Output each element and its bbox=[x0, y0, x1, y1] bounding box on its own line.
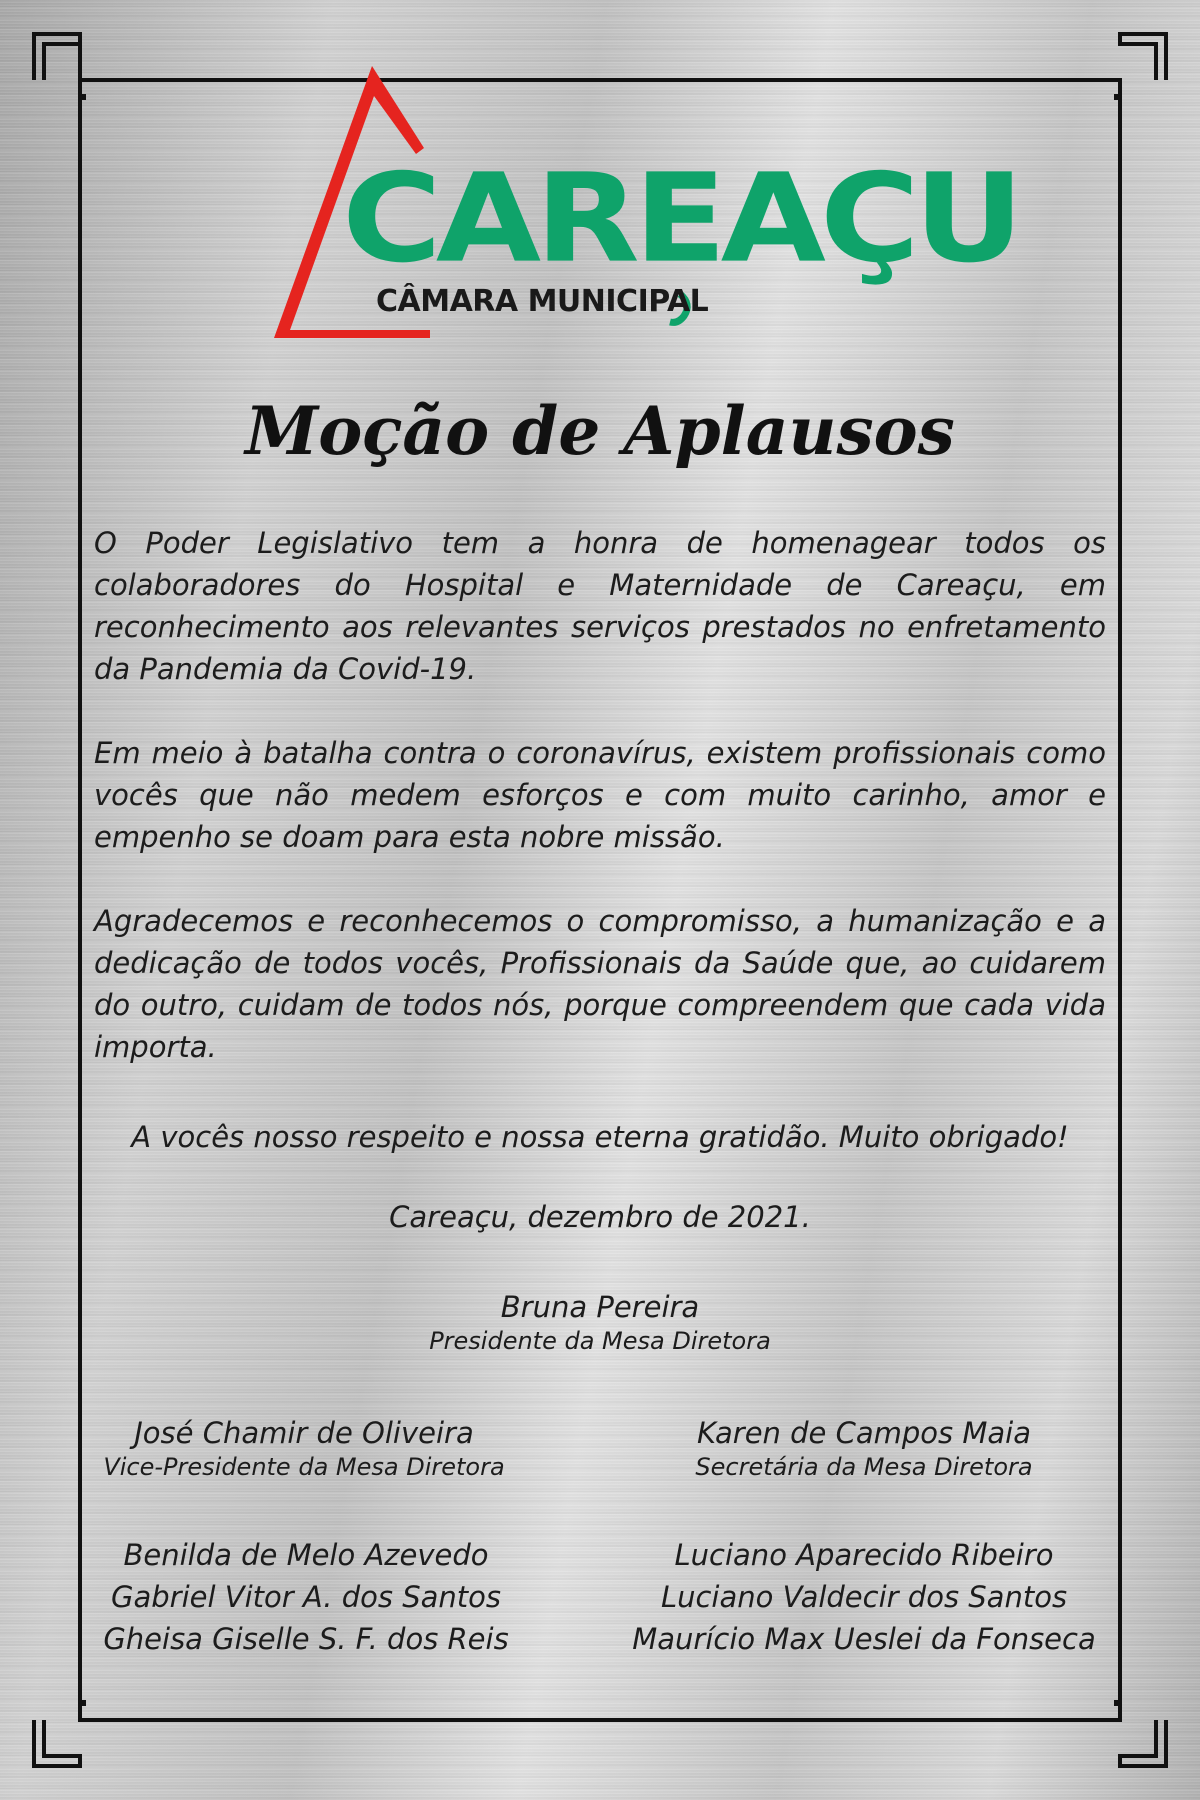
paragraph: Agradecemos e reconhecemos o compromisso, a humanização e a dedicação de todos vocês, Profissionais da Saúde que, ao cuidarem do outro, cuidam de todos nós, porque compreendem que cada vida importa. bbox=[94, 904, 1106, 1064]
camara-careacu-logo bbox=[268, 62, 1019, 352]
logo-subtitle: CÂMARA MUNICIPAL bbox=[376, 284, 709, 319]
signature-vice-president bbox=[34, 1414, 574, 1482]
signature-president bbox=[300, 1288, 900, 1356]
date-line: Careaçu, dezembro de 2021. bbox=[389, 1200, 811, 1234]
page-title: Moção de Aplausos bbox=[245, 392, 955, 470]
logo-brand-text: CAREAÇU bbox=[342, 148, 1019, 291]
signature-secretary bbox=[594, 1414, 1134, 1482]
council-member: Luciano Valdecir dos Santos bbox=[660, 1580, 1068, 1614]
signer-name: José Chamir de Oliveira bbox=[134, 1416, 474, 1450]
council-member: Maurício Max Ueslei da Fonseca bbox=[632, 1622, 1096, 1656]
paragraph: Em meio à batalha contra o coronavírus, existem profissionais como vocês que não medem esforços e com muito carinho, amor e empenho se doam para esta nobre missão. bbox=[94, 736, 1106, 854]
council-members-right bbox=[594, 1534, 1134, 1660]
closing-line: A vocês nosso respeito e nossa eterna gratidão. Muito obrigado! bbox=[131, 1120, 1069, 1154]
signer-role: Secretária da Mesa Diretora bbox=[695, 1453, 1033, 1481]
signer-role: Vice-Presidente da Mesa Diretora bbox=[103, 1453, 505, 1481]
paragraph: O Poder Legislativo tem a honra de homenagear todos os colaboradores do Hospital e Maternidade de Careaçu, em reconhecimento aos relevantes serviços prestados no enfretamento da Pandemia da Covid-19. bbox=[94, 526, 1106, 686]
signer-name: Karen de Campos Maia bbox=[697, 1416, 1031, 1450]
council-member: Luciano Aparecido Ribeiro bbox=[674, 1538, 1054, 1572]
council-member: Gheisa Giselle S. F. dos Reis bbox=[103, 1622, 509, 1656]
council-member: Benilda de Melo Azevedo bbox=[123, 1538, 489, 1572]
signer-name: Bruna Pereira bbox=[500, 1290, 700, 1324]
signer-role: Presidente da Mesa Diretora bbox=[429, 1327, 771, 1355]
motion-body bbox=[94, 522, 1106, 1110]
council-members-left bbox=[36, 1534, 576, 1660]
council-member: Gabriel Vitor A. dos Santos bbox=[111, 1580, 501, 1614]
